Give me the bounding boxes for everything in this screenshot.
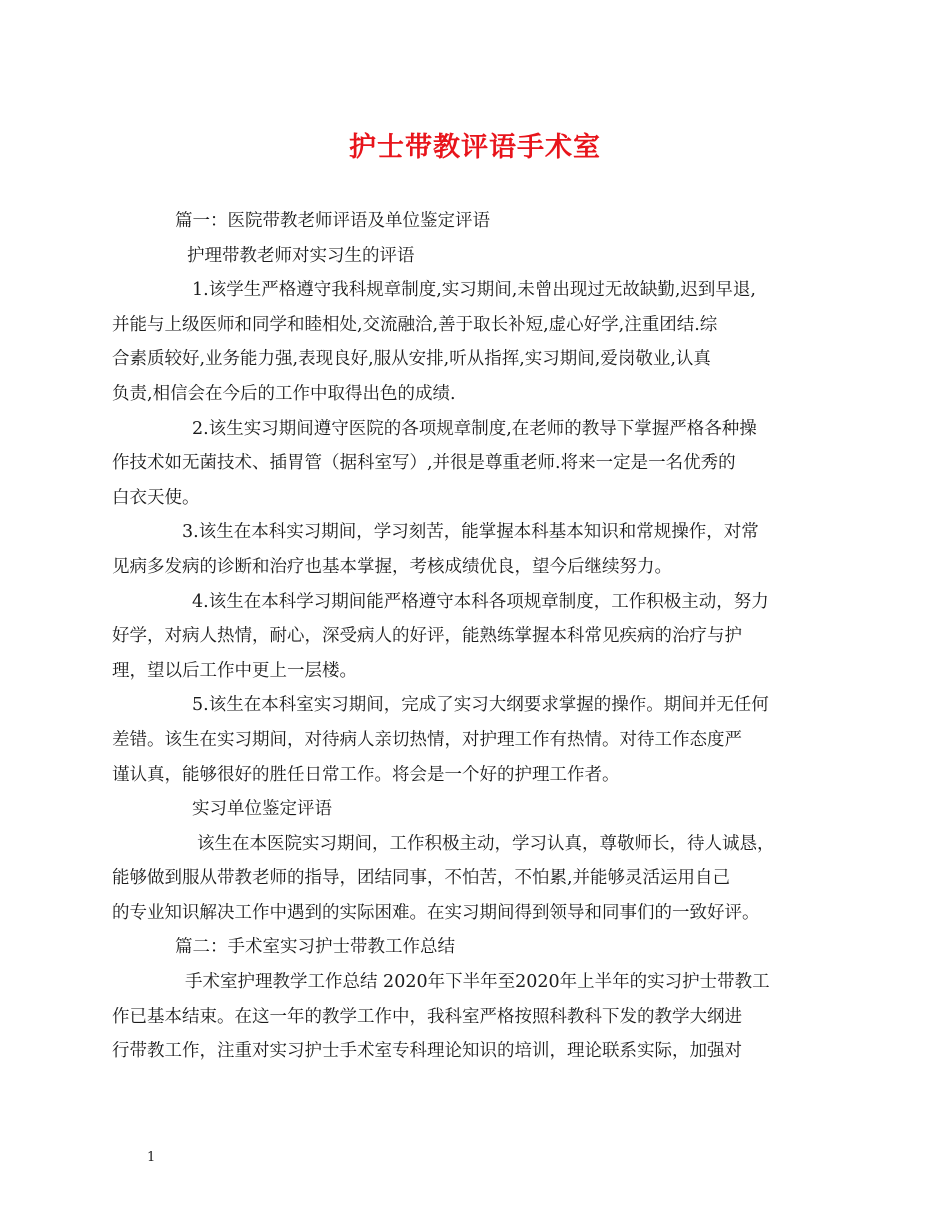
paragraph-line: 差错。该生在实习期间，对待病人亲切热情，对护理工作有热情。对待工作态度严 [112, 729, 742, 750]
paragraph-line: 能够做到服从带教老师的指导，团结同事，不怕苦，不怕累,并能够灵活运用自己 [112, 868, 731, 889]
section-heading: 篇二：手术室实习护士带教工作总结 [175, 937, 455, 958]
document-body [112, 204, 830, 1069]
paragraph-line: 1.该学生严格遵守我科规章制度,实习期间,未曾出现过无故缺勤,迟到早退, [192, 280, 756, 301]
paragraph-line: 4.该生在本科学习期间能严格遵守本科各项规章制度，工作积极主动，努力 [192, 591, 769, 612]
document-title: 护士带教评语手术室 [349, 132, 601, 163]
page-number: 1 [147, 1150, 156, 1165]
section-heading: 篇一：医院带教老师评语及单位鉴定评语 [175, 211, 490, 231]
paragraph-line: 负责,相信会在今后的工作中取得出色的成绩. [112, 383, 456, 404]
paragraph-line: 3.该生在本科实习期间，学习刻苦，能掌握本科基本知识和常规操作，对常 [182, 522, 759, 543]
subheading: 护理带教老师对实习生的评语 [187, 245, 415, 266]
paragraph-line: 2.该生实习期间遵守医院的各项规章制度,在老师的教导下掌握严格各种操 [192, 418, 757, 439]
paragraph-line: 白衣天使。 [112, 487, 200, 508]
paragraph-line: 该生在本医院实习期间，工作积极主动，学习认真，尊敬师长，待人诚恳， [197, 833, 775, 854]
paragraph-line: 理，望以后工作中更上一层楼。 [112, 660, 357, 681]
subheading: 实习单位鉴定评语 [192, 799, 332, 820]
paragraph-line: 并能与上级医师和同学和睦相处,交流融洽,善于取长补短,虚心好学,注重团结.综 [112, 314, 718, 335]
paragraph-line: 谨认真，能够很好的胜任日常工作。将会是一个好的护理工作者。 [112, 764, 620, 785]
paragraph-line: 好学，对病人热情，耐心，深受病人的好评，能熟练掌握本科常见疾病的治疗与护 [112, 626, 742, 647]
paragraph-line: 5.该生在本科室实习期间，完成了实习大纲要求掌握的操作。期间并无任何 [192, 695, 769, 716]
paragraph-line: 合素质较好,业务能力强,表现良好,服从安排,听从指挥,实习期间,爱岗敬业,认真 [112, 349, 711, 370]
paragraph-line: 作已基本结束。在这一年的教学工作中，我科室严格按照科教科下发的教学大纲进 [112, 1006, 742, 1027]
paragraph-line: 见病多发病的诊断和治疗也基本掌握，考核成绩优良，望今后继续努力。 [112, 556, 672, 577]
paragraph-line: 的专业知识解决工作中遇到的实际困难。在实习期间得到领导和同事们的一致好评。 [112, 902, 760, 923]
paragraph-line: 手术室护理教学工作总结 2020年下半年至2020年上半年的实习护士带教工 [185, 972, 770, 993]
paragraph-line: 作技术如无菌技术、插胃管（据科室写）,并很是尊重老师.将来一定是一名优秀的 [112, 453, 736, 474]
paragraph-line: 行带教工作，注重对实习护士手术室专科理论知识的培训，理论联系实际，加强对 [112, 1041, 742, 1062]
